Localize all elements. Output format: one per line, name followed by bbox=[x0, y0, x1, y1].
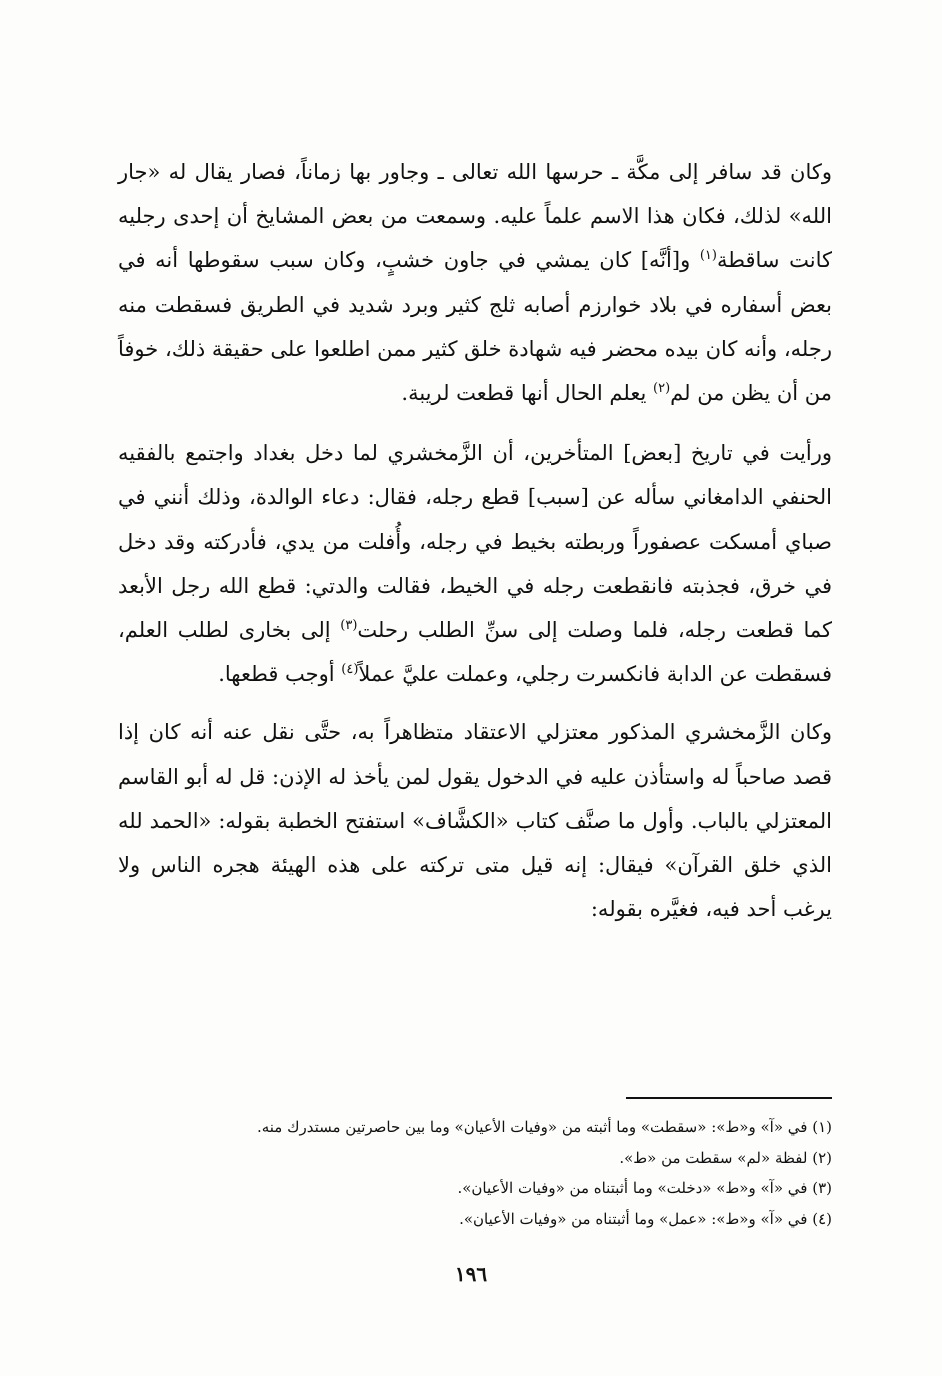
footnote: (١) في «آ» و«ط»: «سقطت» وما أثبته من «وفيات الأعيان» وما بين حاصرتين مستدرك منه. bbox=[256, 1118, 832, 1136]
paragraph: وكان الزَّمخشري المذكور معتزلي الاعتقاد متظاهراً به، حتَّى نقل عنه أنه كان إذا قصد صاحباً له واستأذن عليه في الدخول يقول لمن يأخذ له الإذن: قل له أبو القاسم المعتزلي بالباب. وأول ما صنَّف كتاب «الكشَّاف» استفتح الخطبة بقوله: «الحمد لله الذي خلق القرآن» فيقال: إنه قيل متى تركته على هذه الهيئة هجره الناس ولا يرغب أحد فيه، فغيَّره بقوله: bbox=[118, 720, 832, 922]
paragraph bbox=[118, 150, 832, 415]
footnote: (٤) في «آ» و«ط»: «عمل» وما أثبتناه من «وفيات الأعيان». bbox=[459, 1209, 832, 1228]
footnote: (٢) لفظة «لم» سقطت من «ط». bbox=[619, 1148, 832, 1167]
footnote: (٣) في «آ» و«ط» «دخلت» وما أثبتناه من «وفيات الأعيان». bbox=[457, 1179, 832, 1197]
text-segment: و[أنَّه] كان يمشي في جاون خشبٍ، وكان سبب سقوطها أنه في بعض أسفاره في بلاد خوارزم أصابه ثلج كثير وبرد شديد في الطريق فسقطت منه رجله، وأنه كان بيده محضر فيه شهادة خلق كثير ممن اطلعوا على حقيقة ذلك، خوفاً من أن يظن من لم bbox=[118, 248, 832, 406]
paragraph bbox=[118, 431, 832, 696]
text-segment: إلى بخارى لطلب العلم، فسقطت عن الدابة فانكسرت رجلي، وعملت عليَّ عملاً bbox=[118, 618, 832, 687]
text-segment: يعلم الحال أنها قطعت لريبة. bbox=[401, 381, 653, 406]
footnote-marker: (٤) bbox=[341, 662, 359, 678]
text-segment: أوجب قطعها. bbox=[218, 662, 342, 687]
main-text bbox=[118, 150, 832, 931]
text-segment: ورأيت في تاريخ [بعض] المتأخرين، أن الزَّمخشري لما دخل بغداد واجتمع بالفقيه الحنفي الدامغاني سأله عن [سبب] قطع رجله، فقال: دعاء الوالدة، وذلك أنني في صباي أمسكت عصفوراً وربطته بخيط في رجله، وأُفلت من يدي، فأدركته وقد دخل في خرق، فجذبته فانقطعت رجله في الخيط، فقالت والدتي: قطع الله رجل الأبعد كما قطعت رجله، فلما وصلت إلى سنِّ الطلب رحلت bbox=[118, 441, 832, 643]
footnote-divider bbox=[626, 1097, 832, 1099]
page-number: ١٩٦ bbox=[454, 1262, 488, 1286]
footnote-marker: (٣) bbox=[340, 618, 358, 634]
text-segment: وكان قد سافر إلى مكَّة ـ حرسها الله تعالى ـ وجاور بها زماناً، فصار يقال له «جار الله» لذلك، فكان هذا الاسم علماً عليه. وسمعت من بعض المشايخ أن إحدى رجليه كانت ساقطة bbox=[118, 160, 832, 273]
footnote-marker: (٢) bbox=[653, 381, 671, 397]
footnote-marker: (١) bbox=[699, 248, 717, 264]
footnotes bbox=[118, 1112, 832, 1234]
